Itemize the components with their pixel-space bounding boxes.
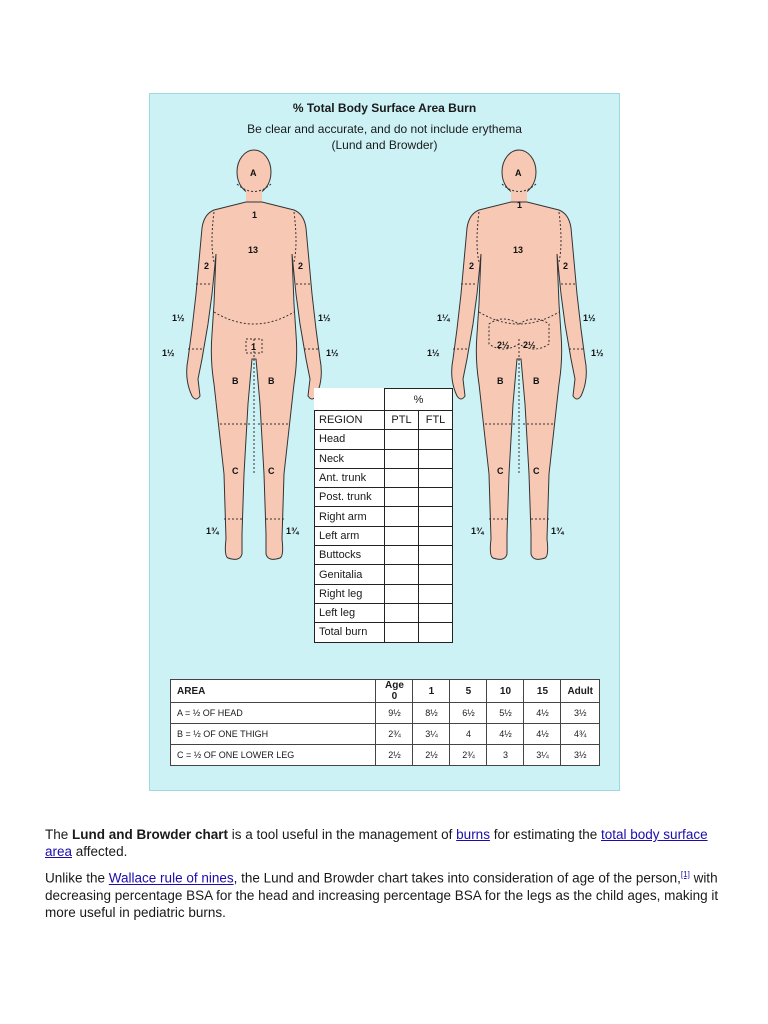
link-burns[interactable]: burns (456, 827, 490, 842)
term-bold: Lund and Browder chart (72, 827, 229, 842)
percent-header: % (385, 389, 453, 411)
ftl-cell[interactable] (419, 565, 453, 584)
area-value: 3 (487, 745, 524, 766)
ftl-cell[interactable] (419, 430, 453, 449)
area-name: C = ½ OF ONE LOWER LEG (171, 745, 376, 766)
area-value: 4 (450, 724, 487, 745)
back-label-upper-arm-right: 2 (563, 261, 569, 271)
area-value: 2½ (413, 745, 450, 766)
age-col-header: 10 (487, 680, 524, 703)
ptl-cell[interactable] (385, 468, 419, 487)
front-label-upper-arm-right: 2 (298, 261, 304, 271)
front-label-head: A (250, 168, 257, 178)
area-value: 3¼ (524, 745, 561, 766)
front-label-leg-right: C (268, 466, 275, 476)
table-row (315, 565, 453, 584)
area-value: 4½ (487, 724, 524, 745)
front-label-trunk: 13 (248, 245, 259, 255)
area-value: 2¾ (376, 724, 413, 745)
table-row (171, 745, 600, 766)
table-row (315, 623, 453, 642)
area-value: 2½ (376, 745, 413, 766)
area-value: 3¼ (413, 724, 450, 745)
article-text (45, 826, 735, 927)
ptl-cell[interactable] (385, 546, 419, 565)
region-name: Post. trunk (315, 488, 385, 507)
front-label-leg-left: C (232, 466, 239, 476)
table-row (315, 507, 453, 526)
front-label-genitalia: 1 (251, 342, 257, 352)
area-value: 3½ (561, 745, 600, 766)
chart-title: % Total Body Surface Area Burn (292, 101, 477, 115)
area-col-header: AREA (171, 680, 376, 703)
back-label-thigh-left: B (497, 376, 504, 386)
ftl-cell[interactable] (419, 526, 453, 545)
ftl-cell[interactable] (419, 507, 453, 526)
age-col-header: 1 (413, 680, 450, 703)
ptl-cell[interactable] (385, 488, 419, 507)
ptl-cell[interactable] (385, 623, 419, 642)
ptl-cell[interactable] (385, 603, 419, 622)
link-wallace-rule-of-nines[interactable]: Wallace rule of nines (108, 870, 234, 886)
chart-subtitle: Be clear and accurate, and do not include erythema (247, 122, 522, 136)
region-name: Left leg (315, 603, 385, 622)
front-label-forearm-left: 1½ (172, 313, 185, 323)
back-body-figure (427, 150, 604, 559)
back-label-hand-left: 1½ (427, 348, 440, 358)
ptl-cell[interactable] (385, 526, 419, 545)
back-label-forearm-right: 1½ (583, 313, 596, 323)
age-col-header: 15 (524, 680, 561, 703)
area-value: 4½ (524, 724, 561, 745)
region-name: Right arm (315, 507, 385, 526)
back-label-neck: 1 (517, 200, 523, 210)
back-label-leg-right: C (533, 466, 540, 476)
ftl-cell[interactable] (419, 584, 453, 603)
region-name: Ant. trunk (315, 468, 385, 487)
region-name: Buttocks (315, 546, 385, 565)
front-label-foot-right: 1¾ (286, 526, 299, 536)
back-label-trunk: 13 (513, 245, 524, 255)
back-label-foot-left: 1¾ (471, 526, 484, 536)
back-label-buttock-left: 2½ (497, 340, 510, 350)
region-col-header: REGION (315, 411, 385, 430)
table-row (171, 724, 600, 745)
area-name: B = ½ OF ONE THIGH (171, 724, 376, 745)
table-row (315, 449, 453, 468)
front-label-neck: 1 (252, 210, 258, 220)
area-value: 8½ (413, 703, 450, 724)
ftl-cell[interactable] (419, 449, 453, 468)
age-col-header: Adult (561, 680, 600, 703)
table-row (171, 703, 600, 724)
region-name: Genitalia (315, 565, 385, 584)
region-name: Right leg (315, 584, 385, 603)
ftl-cell[interactable] (419, 546, 453, 565)
area-value: 3½ (561, 703, 600, 724)
table-row (315, 526, 453, 545)
ptl-cell[interactable] (385, 449, 419, 468)
region-name: Total burn (315, 623, 385, 642)
area-value: 2¾ (450, 745, 487, 766)
table-row (315, 603, 453, 622)
front-label-foot-left: 1¾ (206, 526, 219, 536)
age-col-header: 5 (450, 680, 487, 703)
ptl-cell[interactable] (385, 565, 419, 584)
table-row (315, 468, 453, 487)
region-name: Head (315, 430, 385, 449)
region-burn-table (314, 388, 453, 643)
back-label-foot-right: 1¾ (551, 526, 564, 536)
ftl-cell[interactable] (419, 603, 453, 622)
caption-paragraph-1: The Lund and Browder chart is a tool useful in the management of burns for estimating the total body surface area affected. (45, 827, 708, 859)
chart-source: (Lund and Browder) (331, 138, 438, 152)
back-label-leg-left: C (497, 466, 504, 476)
front-label-hand-left: 1½ (162, 348, 175, 358)
region-name: Neck (315, 449, 385, 468)
front-label-hand-right: 1½ (326, 348, 339, 358)
ftl-cell[interactable] (419, 623, 453, 642)
caption-paragraph-2: Unlike the Wallace rule of nines, the Lund and Browder chart takes into consideration of age of the person,[1] with decreasing percentage BSA for the head and increasing percentage BSA for the legs as the child ages, making it more useful in pediatric burns. (45, 870, 719, 920)
back-label-hand-right: 1½ (591, 348, 604, 358)
ptl-cell[interactable] (385, 430, 419, 449)
back-label-thigh-right: B (533, 376, 540, 386)
table-row (315, 584, 453, 603)
table-row (315, 546, 453, 565)
ptl-cell[interactable] (385, 507, 419, 526)
front-body-figure (162, 150, 339, 559)
front-label-upper-arm-left: 2 (204, 261, 210, 271)
area-value: 4½ (524, 703, 561, 724)
age-area-table (170, 679, 600, 766)
front-label-forearm-right: 1½ (318, 313, 331, 323)
age-col-header: Age 0 (376, 680, 413, 703)
front-label-thigh-right: B (268, 376, 275, 386)
region-name: Left arm (315, 526, 385, 545)
area-name: A = ½ OF HEAD (171, 703, 376, 724)
back-label-forearm-left: 1¼ (437, 313, 450, 323)
ftl-cell[interactable] (419, 468, 453, 487)
ptl-cell[interactable] (385, 584, 419, 603)
area-value: 6½ (450, 703, 487, 724)
link-total-body-surface-area[interactable]: total body surface area (45, 827, 708, 859)
area-value: 9½ (376, 703, 413, 724)
front-label-thigh-left: B (232, 376, 239, 386)
back-label-buttock-right: 2½ (523, 340, 536, 350)
reference-link[interactable]: [1] (680, 870, 690, 879)
back-label-head: A (515, 168, 522, 178)
back-label-upper-arm-left: 2 (469, 261, 475, 271)
ftl-col-header: FTL (419, 411, 453, 430)
ptl-col-header: PTL (385, 411, 419, 430)
table-row (315, 430, 453, 449)
lund-browder-chart (149, 93, 620, 791)
table-row (315, 488, 453, 507)
area-value: 5½ (487, 703, 524, 724)
ftl-cell[interactable] (419, 488, 453, 507)
area-value: 4¾ (561, 724, 600, 745)
